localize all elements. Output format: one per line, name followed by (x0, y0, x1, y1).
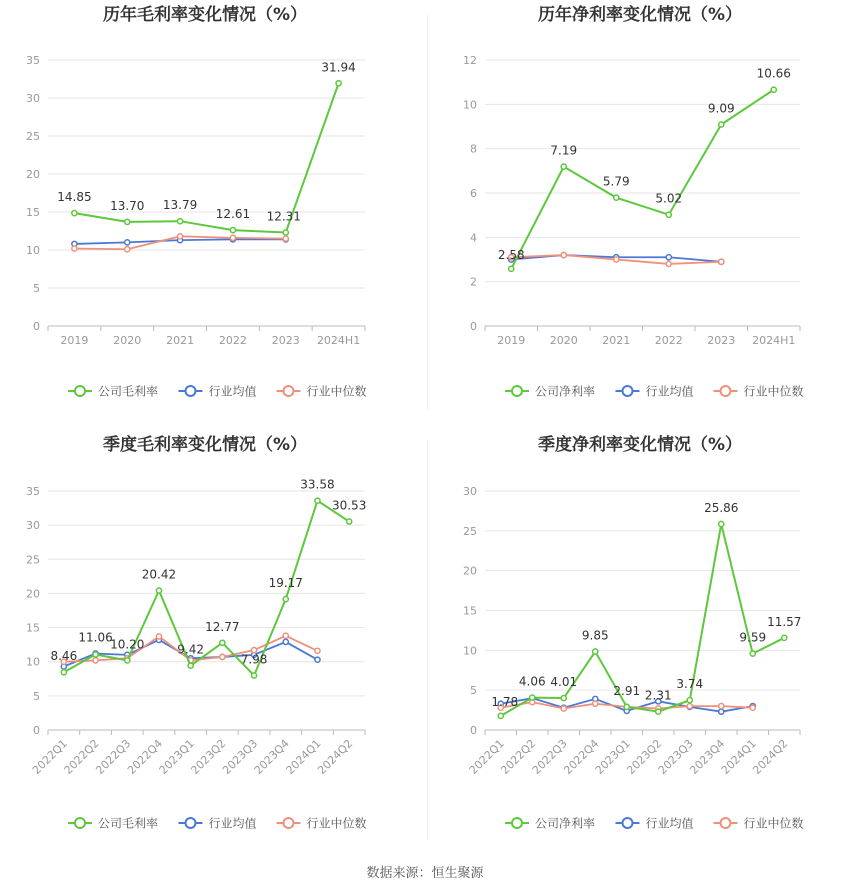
data-label: 3.74 (676, 677, 704, 692)
y-tick-label: 4 (470, 231, 477, 245)
data-point-median (230, 235, 235, 240)
y-tick-label: 0 (470, 320, 477, 333)
annual-gross-margin-svg (0, 0, 425, 410)
legend-label: 公司毛利率 (98, 384, 159, 399)
y-tick-label: 30 (463, 485, 477, 498)
data-point-median (561, 252, 566, 257)
data-label: 31.94 (321, 60, 356, 75)
data-point-company (283, 596, 288, 601)
annual-net-margin-svg (430, 0, 850, 410)
y-tick-label: 10 (463, 98, 477, 112)
data-point-median (315, 648, 320, 653)
x-tick-label: 2020 (113, 334, 142, 347)
x-tick-label: 2022Q3 (529, 736, 570, 777)
data-point-median (72, 246, 77, 251)
y-tick-label: 0 (470, 724, 477, 737)
data-point-company (614, 195, 619, 200)
legend-item-avg[interactable] (179, 816, 257, 831)
x-tick-label: 2019 (497, 334, 526, 347)
data-point-median (666, 261, 671, 266)
data-point-median (93, 658, 98, 663)
data-point-company (315, 498, 320, 503)
x-tick-label: 2020 (549, 334, 578, 347)
x-tick-label: 2022Q2 (61, 736, 102, 777)
data-label: 14.85 (57, 190, 92, 205)
x-tick-label: 2023Q2 (624, 736, 665, 777)
quarterly-gross-margin-svg (0, 430, 425, 850)
data-point-median (177, 234, 182, 239)
data-label: 10.20 (110, 637, 145, 652)
legend-item-avg[interactable] (179, 384, 257, 399)
y-tick-label: 2 (470, 275, 477, 289)
data-point-median (687, 704, 692, 709)
vertical-divider-bottom (427, 440, 428, 840)
legend-swatch-marker (721, 386, 731, 396)
series-line-company (64, 501, 349, 676)
data-label: 30.53 (331, 498, 367, 513)
legend-label: 行业中位数 (743, 816, 804, 831)
data-point-median (593, 701, 598, 706)
data-point-company (666, 212, 671, 217)
legend-item-median[interactable] (714, 384, 804, 399)
legend-label: 行业均值 (208, 384, 257, 399)
legend-item-company[interactable] (68, 384, 158, 399)
y-tick-label: 0 (33, 724, 40, 737)
y-tick-label: 5 (33, 282, 40, 295)
legend-swatch-marker (75, 386, 85, 396)
data-point-company (624, 704, 629, 709)
data-point-company (593, 649, 598, 654)
data-point-company (656, 709, 661, 714)
legend-swatch-marker (75, 818, 85, 828)
legend-label: 公司净利率 (535, 816, 596, 831)
legend-swatch-marker (284, 818, 294, 828)
chart-title: 历年毛利率变化情况（%） (102, 5, 308, 25)
data-label: 9.42 (177, 642, 205, 657)
x-tick-label: 2022Q4 (125, 736, 166, 777)
x-tick-label: 2022Q3 (93, 736, 134, 777)
x-tick-label: 2024H1 (752, 334, 796, 347)
x-tick-label: 2022Q1 (29, 736, 70, 777)
x-tick-label: 2024Q2 (750, 736, 791, 777)
data-point-company (61, 670, 66, 675)
legend-swatch-marker (186, 386, 196, 396)
y-tick-label: 20 (463, 564, 477, 578)
data-point-company (347, 519, 352, 524)
data-point-median (561, 706, 566, 711)
legend-label: 行业中位数 (743, 384, 804, 399)
data-point-median (283, 633, 288, 638)
data-point-company (125, 658, 130, 663)
legend-item-median[interactable] (277, 816, 367, 831)
data-label: 4.01 (550, 675, 578, 690)
legend-swatch-marker (623, 386, 633, 396)
chart-title: 季度净利率变化情况（%） (537, 435, 743, 455)
data-point-company (561, 164, 566, 169)
y-tick-label: 30 (26, 92, 40, 105)
x-tick-label: 2023Q2 (188, 736, 229, 777)
data-label: 5.79 (602, 174, 630, 189)
data-label: 2.91 (613, 683, 641, 698)
legend-swatch-marker (284, 386, 294, 396)
x-tick-label: 2024Q1 (283, 736, 324, 777)
x-tick-label: 2023Q1 (592, 736, 633, 777)
data-label: 4.06 (518, 674, 546, 689)
data-label: 11.06 (78, 630, 113, 645)
data-point-company (156, 588, 161, 593)
vertical-divider-top (427, 15, 428, 410)
data-point-company (188, 663, 193, 668)
legend-label: 行业均值 (645, 816, 694, 831)
y-tick-label: 15 (463, 604, 477, 618)
data-point-company (336, 81, 341, 86)
y-tick-label: 15 (26, 206, 40, 219)
x-tick-label: 2022Q4 (561, 736, 602, 777)
data-point-median (719, 259, 724, 264)
data-point-company (687, 698, 692, 703)
chart-title: 历年净利率变化情况（%） (537, 5, 743, 25)
data-point-company (125, 219, 130, 224)
data-point-company (782, 635, 787, 640)
data-point-company (750, 651, 755, 656)
data-point-company (220, 640, 225, 645)
y-tick-label: 10 (463, 644, 477, 658)
data-point-company (719, 122, 724, 127)
data-point-company (719, 521, 724, 526)
data-point-avg (315, 657, 320, 662)
data-point-company (561, 695, 566, 700)
legend-item-avg[interactable] (616, 816, 694, 831)
legend-label: 公司净利率 (535, 384, 596, 399)
data-label: 25.86 (704, 500, 739, 515)
x-tick-label: 2022 (218, 334, 247, 347)
quarterly-net-margin-svg (430, 430, 850, 850)
data-label: 12.31 (266, 209, 301, 224)
data-source: 数据来源：恒生聚源 (366, 866, 484, 881)
x-tick-label: 2024Q1 (718, 736, 759, 777)
y-tick-label: 5 (470, 684, 477, 698)
legend-label: 行业中位数 (306, 816, 367, 831)
data-label: 8.46 (50, 649, 78, 664)
quarterly-gross-margin-chart (0, 430, 425, 850)
quarterly-net-margin-chart (430, 430, 850, 850)
data-point-company (177, 219, 182, 224)
x-tick-label: 2023Q4 (687, 736, 728, 777)
data-label: 12.61 (215, 207, 251, 222)
y-tick-label: 20 (26, 587, 40, 601)
data-label: 33.58 (300, 477, 335, 492)
annual-net-margin-chart (430, 0, 850, 410)
data-point-company (283, 230, 288, 235)
data-point-company (93, 652, 98, 657)
data-label: 13.79 (162, 198, 198, 213)
data-point-company (72, 211, 77, 216)
y-tick-label: 10 (26, 244, 40, 257)
legend-swatch-marker (721, 818, 731, 828)
x-tick-label: 2023Q3 (220, 736, 261, 777)
data-label: 1.78 (491, 694, 519, 709)
data-point-avg (719, 709, 724, 714)
legend-swatch-marker (512, 818, 522, 828)
data-label: 7.98 (240, 652, 268, 667)
data-label: 2.31 (644, 688, 672, 703)
data-label: 9.85 (581, 628, 609, 643)
legend-item-company[interactable] (68, 816, 158, 831)
legend-label: 行业均值 (208, 816, 257, 831)
y-tick-label: 25 (26, 553, 40, 567)
x-tick-label: 2023Q3 (655, 736, 696, 777)
x-tick-label: 2023 (707, 334, 736, 347)
data-point-median (750, 705, 755, 710)
data-point-avg (125, 240, 130, 245)
x-tick-label: 2021 (166, 334, 195, 347)
y-tick-label: 6 (470, 187, 477, 200)
data-point-median (220, 654, 225, 659)
data-point-avg (283, 639, 288, 644)
x-tick-label: 2024Q2 (315, 736, 356, 777)
series-line-company (511, 90, 774, 269)
y-tick-label: 12 (463, 54, 477, 67)
y-tick-label: 0 (33, 320, 40, 333)
data-label: 19.17 (268, 576, 303, 591)
x-tick-label: 2024H1 (316, 334, 361, 347)
data-label: 20.42 (141, 567, 177, 582)
data-label: 9.59 (739, 630, 767, 645)
data-point-median (614, 257, 619, 262)
x-tick-label: 2022Q1 (466, 736, 507, 777)
y-tick-label: 30 (26, 519, 40, 533)
data-point-company (509, 266, 514, 271)
data-point-median (283, 236, 288, 241)
data-point-company (251, 673, 256, 678)
data-label: 2.58 (497, 247, 525, 262)
x-tick-label: 2022Q2 (498, 736, 539, 777)
x-tick-label: 2023Q4 (251, 736, 292, 777)
data-point-company (498, 713, 503, 718)
y-tick-label: 35 (26, 54, 40, 67)
x-tick-label: 2022 (654, 334, 683, 347)
y-tick-label: 20 (26, 168, 40, 181)
data-point-median (156, 634, 161, 639)
annual-gross-margin-chart (0, 0, 425, 410)
data-point-company (771, 87, 776, 92)
y-tick-label: 35 (26, 485, 40, 498)
x-tick-label: 2021 (602, 334, 631, 347)
y-tick-label: 5 (33, 689, 40, 703)
data-label: 9.09 (707, 101, 735, 116)
data-point-company (530, 695, 535, 700)
data-point-median (125, 247, 130, 252)
legend-label: 公司毛利率 (98, 816, 159, 831)
y-tick-label: 25 (26, 130, 40, 143)
legend-item-median[interactable] (277, 384, 367, 399)
x-tick-label: 2023Q1 (156, 736, 197, 777)
data-label: 12.77 (205, 619, 240, 634)
legend-item-median[interactable] (714, 816, 804, 831)
y-tick-label: 10 (26, 655, 40, 669)
legend-label: 行业中位数 (306, 384, 367, 399)
data-label: 10.66 (756, 66, 791, 81)
data-label: 13.70 (110, 198, 145, 213)
x-tick-label: 2023 (271, 334, 300, 347)
legend-label: 行业均值 (645, 384, 694, 399)
chart-title: 季度毛利率变化情况（%） (102, 435, 308, 455)
legend-item-company[interactable] (505, 384, 595, 399)
legend-swatch-marker (512, 386, 522, 396)
legend-swatch-marker (623, 818, 633, 828)
data-point-company (230, 228, 235, 233)
x-tick-label: 2019 (60, 334, 89, 347)
data-label: 7.19 (550, 143, 578, 158)
data-label: 11.57 (767, 614, 802, 629)
y-tick-label: 25 (463, 524, 477, 538)
legend-item-avg[interactable] (616, 384, 694, 399)
legend-item-company[interactable] (505, 816, 595, 831)
y-tick-label: 8 (470, 142, 477, 156)
data-point-median (719, 704, 724, 709)
legend-swatch-marker (186, 818, 196, 828)
y-tick-label: 15 (26, 621, 40, 635)
data-label: 5.02 (655, 191, 683, 206)
data-point-avg (666, 255, 671, 260)
